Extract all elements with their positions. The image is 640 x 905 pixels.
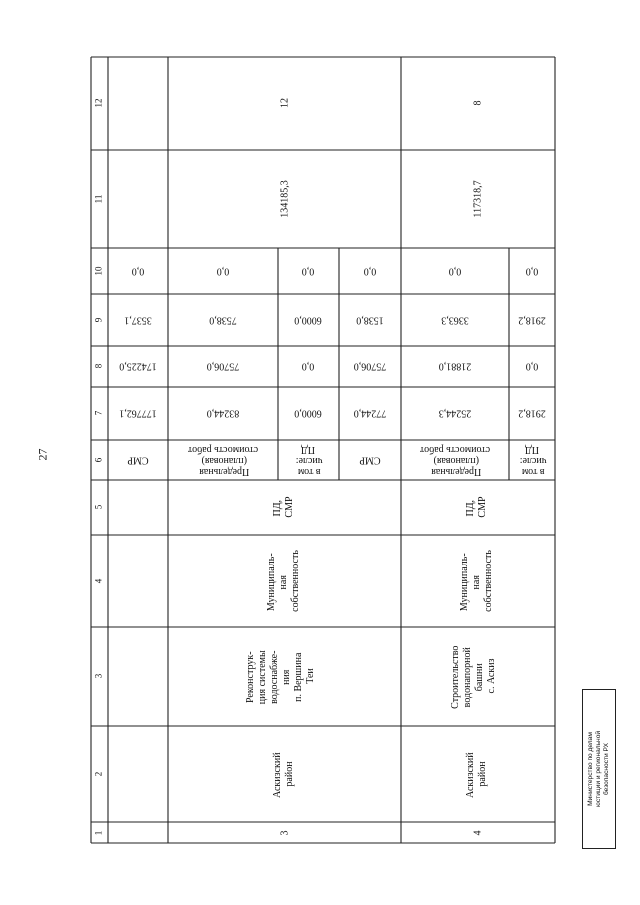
row-4-pd-col10: 0,0: [525, 265, 539, 277]
row-3-smr-label: СМР: [359, 454, 381, 466]
row-3-object: Реконструк- ция системы водоснабже- ния п. Вершина Теи: [245, 650, 316, 705]
stamp-line-3: безопасности РХ: [603, 743, 610, 796]
row-4-total-col9: 3363,3: [441, 314, 469, 326]
row-3-months: 12: [279, 98, 291, 108]
row-4-district: Аскизский район: [465, 752, 488, 799]
carryover-smr-label: СМР: [127, 454, 149, 466]
row-4-object: Строительство водонапорной башни с. Аскиз: [450, 645, 497, 709]
row-3-works: ПД, СМР: [272, 496, 295, 518]
row-3-pd-label: в том числе: ПД: [295, 444, 323, 477]
row-3-total-col7: 83244,0: [206, 407, 240, 419]
row-3-smr-col9: 1538,0: [356, 314, 384, 326]
table-row-4: [419, 101, 547, 836]
stamp-line-1: Министерство по делам: [587, 732, 594, 806]
row-3-smr-col8: 75706,0: [353, 360, 387, 372]
carryover-col10: 0,0: [131, 265, 145, 277]
row-4-pd-label: в том числе: ПД: [519, 444, 547, 477]
col-number-12: 12: [93, 98, 104, 108]
col-number-6: 6: [93, 457, 104, 463]
row-4-capacity: 117318,7: [472, 180, 484, 218]
col-number-1: 1: [93, 830, 104, 836]
row-3-pd-col7: 6000,0: [294, 407, 322, 419]
col-number-2: 2: [93, 771, 104, 777]
row-4-pd-col7: 2918,2: [518, 407, 546, 419]
col-number-8: 8: [93, 363, 104, 369]
col-number-10: 10: [93, 266, 104, 276]
stamp-line-2: юстиции и региональной: [595, 730, 602, 808]
carryover-col8: 174225,0: [119, 360, 157, 372]
row-3-smr-col7: 77244,0: [353, 407, 387, 419]
row-3-smr-col10: 0,0: [363, 265, 377, 277]
page-number: 27: [35, 448, 50, 461]
col-number-5: 5: [93, 504, 104, 510]
row-3-total-col9: 7538,0: [209, 314, 237, 326]
row-3-total-col10: 0,0: [216, 265, 230, 277]
row-4-total-col8: 21881,0: [438, 360, 472, 372]
row-4-works: ПД, СМР: [465, 496, 488, 518]
row-4-pd-col8: 0,0: [525, 360, 539, 372]
ministry-stamp: [582, 689, 616, 849]
carryover-col7: 177762,1: [119, 407, 157, 419]
row-4-months: 8: [472, 100, 484, 106]
carryover-col9: 3537,1: [124, 314, 152, 326]
table-row-3: [187, 98, 386, 836]
row-4-total-label: Предельная (плановая) стоимость работ: [419, 444, 491, 477]
row-3-total-label: Предельная (плановая) стоимость работ: [187, 444, 259, 477]
col-number-4: 4: [93, 578, 104, 584]
row-3-pd-col9: 6000,0: [294, 314, 322, 326]
row-4-pd-col9: 2918,2: [518, 314, 546, 326]
row-3-total-col8: 75706,0: [206, 360, 240, 372]
stamp-text: [587, 691, 611, 847]
col-number-9: 9: [93, 317, 104, 323]
row-3-pd-col8: 0,0: [301, 360, 315, 372]
row-3-district: Аскизский район: [272, 752, 295, 799]
col-number-11: 11: [93, 194, 104, 204]
row-3-number: 3: [279, 830, 291, 836]
row-3-capacity: 134185,3: [279, 180, 291, 218]
row-4-total-col7: 25244,3: [438, 407, 472, 419]
col-number-3: 3: [93, 673, 104, 679]
row-3-ownership: Муниципаль- ная собственность: [266, 550, 301, 612]
carryover-row: [119, 266, 157, 466]
row-4-number: 4: [472, 830, 484, 836]
row-4-ownership: Муниципаль- ная собственность: [459, 550, 494, 612]
row-3-pd-col10: 0,0: [301, 265, 315, 277]
col-number-7: 7: [93, 410, 104, 416]
header-number-strip: [94, 99, 104, 836]
row-4-total-col10: 0,0: [448, 265, 462, 277]
